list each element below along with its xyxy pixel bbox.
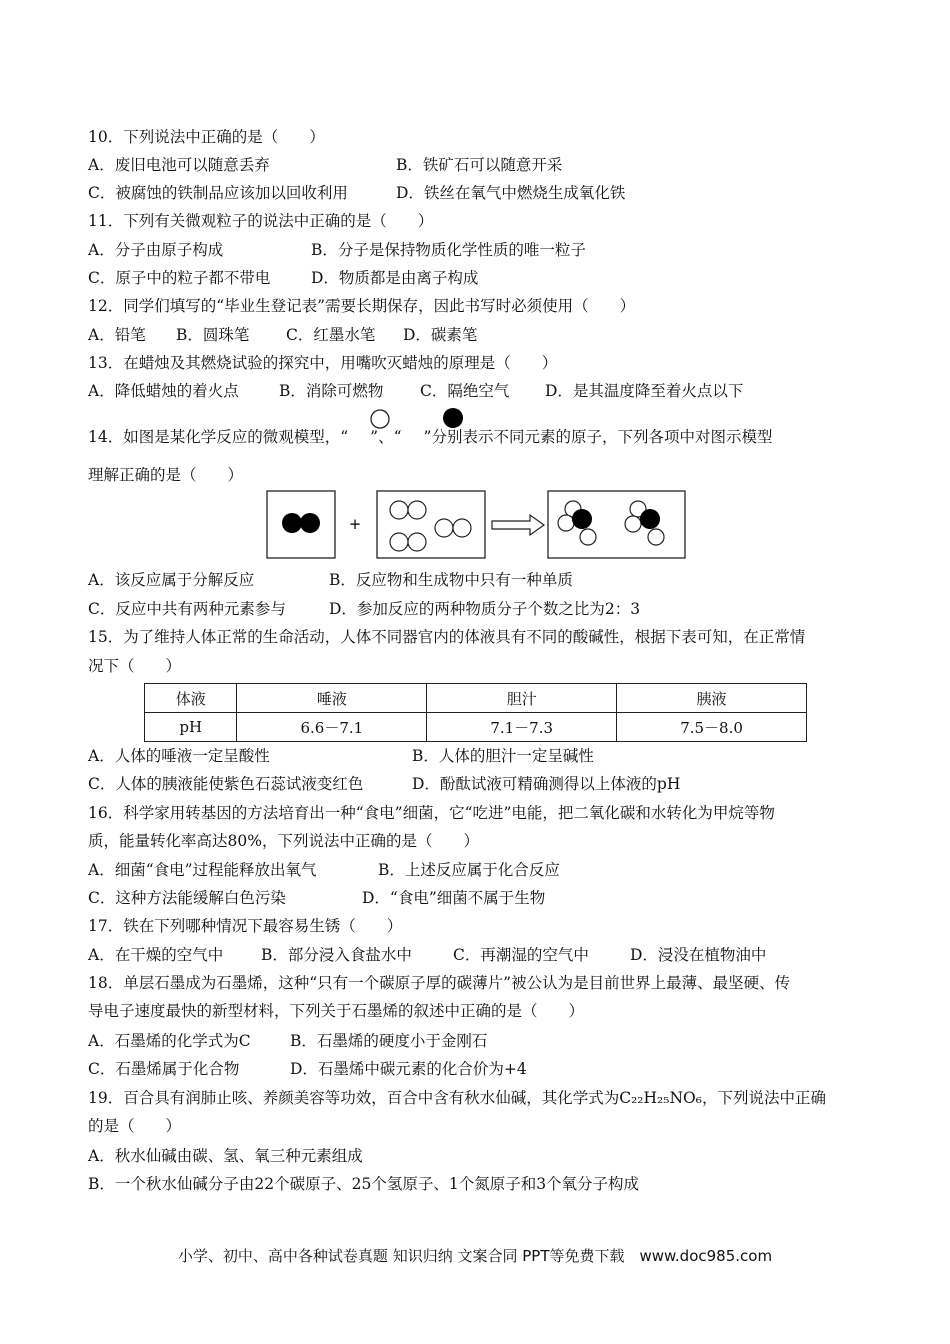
table-header-cell: 体液 bbox=[145, 684, 237, 713]
product-box bbox=[548, 491, 685, 558]
q12-option-c: C．红墨水笔 bbox=[286, 326, 376, 344]
black-atom-icon bbox=[572, 509, 592, 529]
white-atom-icon bbox=[369, 408, 391, 430]
white-atom-icon bbox=[580, 529, 596, 545]
q15-stem-line2: 况下（ ） bbox=[88, 657, 182, 675]
q12-option-a: A．铅笔 bbox=[88, 326, 146, 344]
q18-option-b: B．石墨烯的硬度小于金刚石 bbox=[290, 1032, 488, 1050]
q14-stem-part3: ”分别表示不同元素的原子，下列各项中对图示模型 bbox=[423, 428, 773, 446]
table-cell: 7.1－7.3 bbox=[427, 713, 617, 742]
reaction-model-diagram bbox=[266, 490, 686, 560]
q15-option-b: B．人体的胆汁一定呈碱性 bbox=[412, 747, 594, 765]
q14-option-a: A．该反应属于分解反应 bbox=[88, 571, 255, 589]
table-row bbox=[145, 713, 807, 742]
q18-stem-line2: 导电子速度最快的新型材料，下列关于石墨烯的叙述中正确的是（ ） bbox=[88, 1002, 585, 1020]
q14-stem-line1 bbox=[88, 427, 772, 447]
q14-stem-line2: 理解正确的是（ ） bbox=[88, 466, 244, 484]
q10-option-a: A．废旧电池可以随意丢弃 bbox=[88, 156, 270, 174]
white-atom-icon bbox=[453, 519, 471, 537]
q18-stem-line1: 18．单层石墨成为石墨烯，这种“只有一个碳原子厚的碳薄片”被公认为是目前世界上最薄、最坚硬、传 bbox=[88, 974, 791, 992]
q10-option-b: B．铁矿石可以随意开采 bbox=[396, 156, 563, 174]
white-atom-icon bbox=[390, 533, 408, 551]
white-atom-icon bbox=[390, 501, 408, 519]
q11-option-b: B．分子是保持物质化学性质的唯一粒子 bbox=[311, 241, 586, 259]
q14-stem-part1: 14．如图是某化学反应的微观模型，“ bbox=[88, 428, 349, 446]
q19-stem-line2: 的是（ ） bbox=[88, 1117, 182, 1135]
q16-option-b: B．上述反应属于化合反应 bbox=[378, 861, 560, 879]
q17-option-b: B．部分浸入食盐水中 bbox=[261, 946, 412, 964]
q17-option-a: A．在干燥的空气中 bbox=[88, 946, 224, 964]
q19-option-a: A．秋水仙碱由碳、氢、氧三种元素组成 bbox=[88, 1147, 363, 1165]
q11-option-c: C．原子中的粒子都不带电 bbox=[88, 269, 271, 287]
table-header-cell: 唾液 bbox=[237, 684, 427, 713]
white-atom-icon bbox=[558, 515, 574, 531]
q16-option-a: A．细菌“食电”过程能释放出氧气 bbox=[88, 861, 317, 879]
q13-option-b: B．消除可燃物 bbox=[279, 382, 384, 400]
q17-stem: 17．铁在下列哪种情况下最容易生锈（ ） bbox=[88, 917, 403, 935]
q15-option-c: C．人体的胰液能使紫色石蕊试液变红色 bbox=[88, 775, 364, 793]
q14-option-d: D．参加反应的两种物质分子个数之比为2：3 bbox=[329, 600, 641, 618]
q14-stem-part2: ”、“ bbox=[370, 428, 402, 446]
plus-sign: + bbox=[348, 515, 362, 533]
q18-option-d: D．石墨烯中碳元素的化合价为+4 bbox=[290, 1060, 527, 1078]
white-atom-icon bbox=[435, 519, 453, 537]
reaction-arrow-icon bbox=[492, 515, 544, 535]
q14-option-c: C．反应中共有两种元素参与 bbox=[88, 600, 286, 618]
q17-option-c: C．再潮湿的空气中 bbox=[453, 946, 589, 964]
q12-option-d: D．碳素笔 bbox=[403, 326, 478, 344]
q12-option-b: B．圆珠笔 bbox=[176, 326, 250, 344]
table-header-row bbox=[145, 684, 807, 713]
white-atom-icon bbox=[625, 516, 641, 532]
black-atom-icon bbox=[300, 513, 320, 533]
table-cell: pH bbox=[145, 713, 237, 742]
q17-option-d: D．浸没在植物油中 bbox=[630, 946, 767, 964]
black-atom-icon bbox=[282, 513, 302, 533]
q18-option-a: A．石墨烯的化学式为C bbox=[88, 1032, 251, 1050]
black-atom-icon bbox=[640, 509, 660, 529]
table-header-cell: 胰液 bbox=[617, 684, 807, 713]
q12-stem: 12．同学们填写的“毕业生登记表”需要长期保存，因此书写时必须使用（ ） bbox=[88, 297, 636, 315]
q11-option-a: A．分子由原子构成 bbox=[88, 241, 224, 259]
q14-option-b: B．反应物和生成物中只有一种单质 bbox=[329, 571, 573, 589]
q10-stem: 10．下列说法中正确的是（ ） bbox=[88, 128, 325, 146]
q16-option-c: C．这种方法能缓解白色污染 bbox=[88, 889, 286, 907]
q13-stem: 13．在蜡烛及其燃烧试验的探究中，用嘴吹灭蜡烛的原理是（ ） bbox=[88, 354, 558, 372]
q19-option-b: B．一个秋水仙碱分子由22个碳原子、25个氢原子、1个氮原子和3个氧分子构成 bbox=[88, 1175, 640, 1193]
white-atom-icon bbox=[408, 533, 426, 551]
q16-option-d: D．“食电”细菌不属于生物 bbox=[362, 889, 546, 907]
reactant-box-1 bbox=[267, 491, 335, 558]
page-footer: 小学、初中、高中各种试卷真题 知识归纳 文案合同 PPT等免费下载 www.doc985.com bbox=[177, 1247, 773, 1265]
q19-stem-line1: 19．百合具有润肺止咳、养颜美容等功效，百合中含有秋水仙碱，其化学式为C₂₂H₂₅NO₆，下列说法中正确 bbox=[88, 1089, 826, 1107]
q16-stem-line2: 质，能量转化率高达80%，下列说法中正确的是（ ） bbox=[88, 832, 479, 850]
q18-option-c: C．石墨烯属于化合物 bbox=[88, 1060, 240, 1078]
table-cell: 6.6－7.1 bbox=[237, 713, 427, 742]
table-cell: 7.5－8.0 bbox=[617, 713, 807, 742]
q16-stem-line1: 16．科学家用转基因的方法培育出一种“食电”细菌，它“吃进”电能，把二氧化碳和水转化为甲烷等物 bbox=[88, 804, 775, 822]
q11-option-d: D．物质都是由离子构成 bbox=[311, 269, 479, 287]
q10-option-c: C．被腐蚀的铁制品应该加以回收利用 bbox=[88, 184, 348, 202]
q13-option-d: D．是其温度降至着火点以下 bbox=[545, 382, 744, 400]
q10-option-d: D．铁丝在氧气中燃烧生成氧化铁 bbox=[396, 184, 626, 202]
reactant-box-2 bbox=[377, 491, 485, 558]
q13-option-a: A．降低蜡烛的着火点 bbox=[88, 382, 239, 400]
black-atom-icon bbox=[441, 406, 465, 430]
q15-option-a: A．人体的唾液一定呈酸性 bbox=[88, 747, 270, 765]
q11-stem: 11．下列有关微观粒子的说法中正确的是（ ） bbox=[88, 212, 434, 230]
ph-table bbox=[144, 683, 807, 742]
q15-stem-line1: 15．为了维持人体正常的生命活动，人体不同器官内的体液具有不同的酸碱性，根据下表可知，在正常情 bbox=[88, 628, 806, 646]
q15-option-d: D．酚酞试液可精确测得以上体液的pH bbox=[412, 775, 681, 793]
white-atom-icon bbox=[648, 529, 664, 545]
q13-option-c: C．隔绝空气 bbox=[420, 382, 510, 400]
white-atom-icon bbox=[408, 501, 426, 519]
table-header-cell: 胆汁 bbox=[427, 684, 617, 713]
